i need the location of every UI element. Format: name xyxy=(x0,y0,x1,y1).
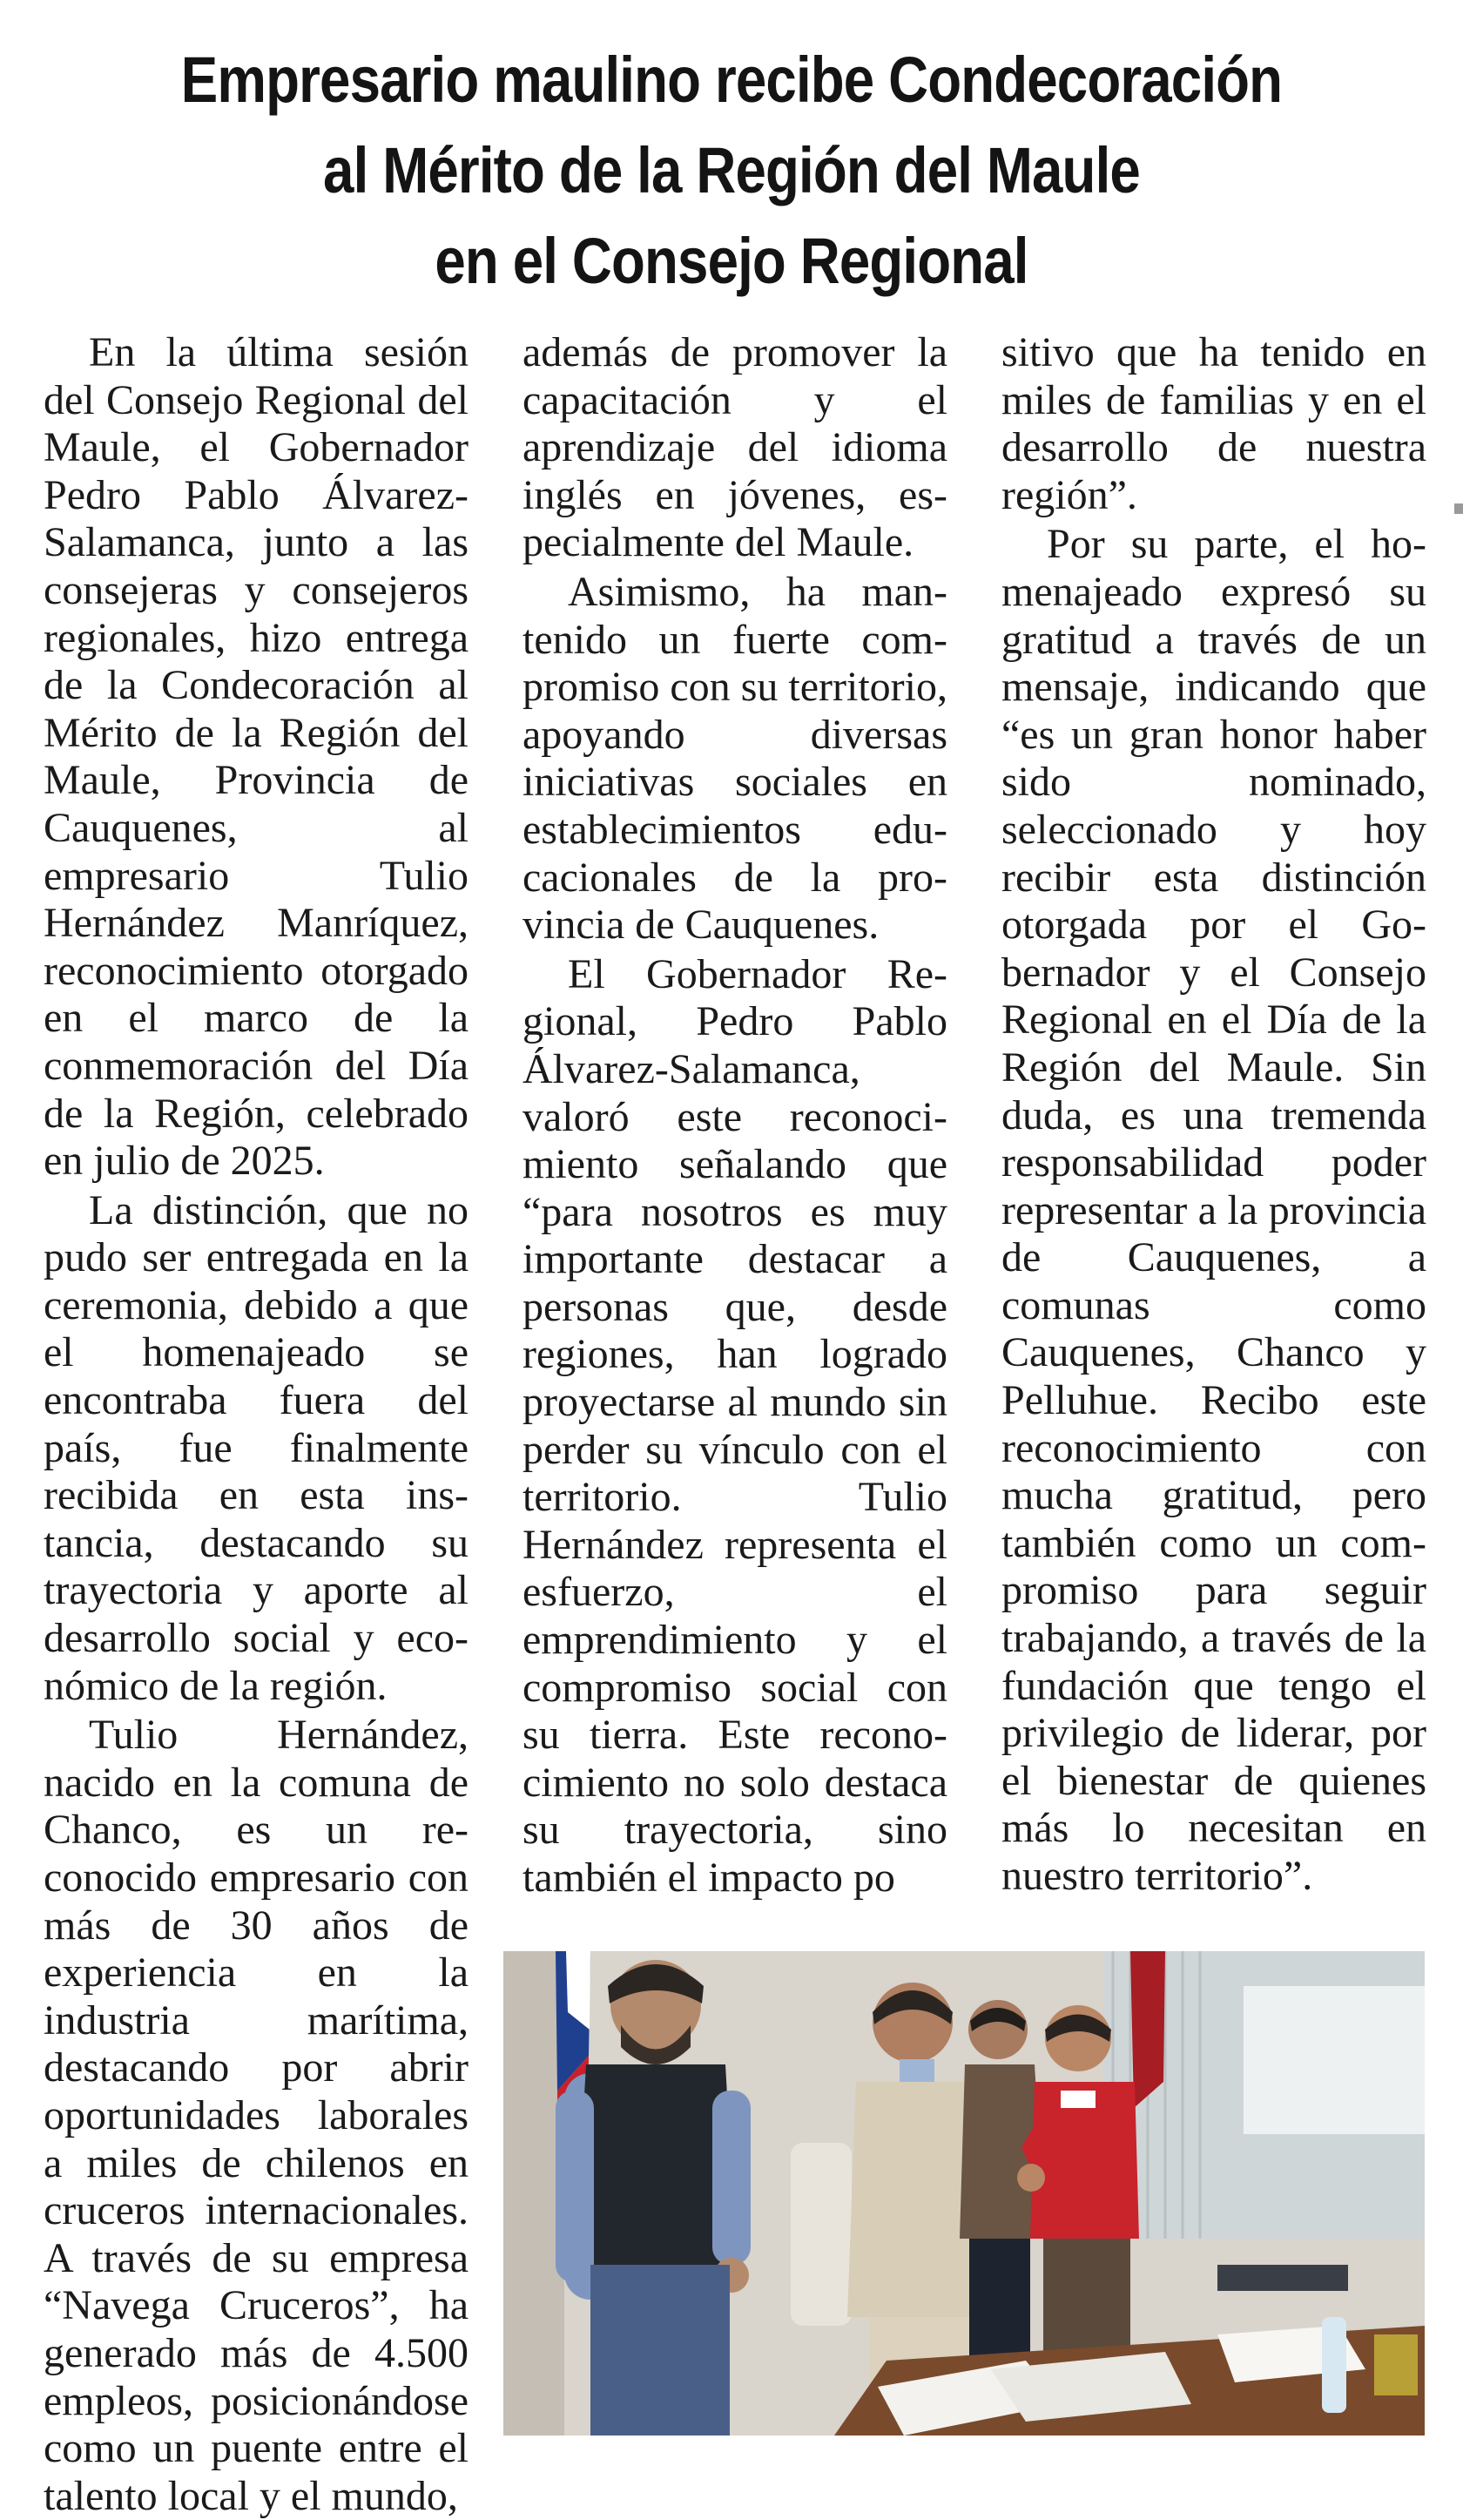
article-paragraph: La distinción, que no pudo ser entregada en la ceremonia, debido a que el homenajeado se encontraba fuera del país, fue finalmente recibida en esta instancia, destacando su trayectoria y aporte al desarrollo social y económico de la región. xyxy=(44,1186,469,1709)
article-column-3 xyxy=(1001,329,1426,1932)
article-paragraph: En la última sesión del Consejo Regional del Maule, el Gobernador Pedro Pablo Álvarez-Salamanca, junto a las consejeras y consejeros regionales, hizo entrega de la Condecoración al Mérito de la Región del Maule, Provincia de Cauquenes, al empresario Tulio Hernández Manríquez, reconocimiento otorgado en el marco de la conmemoración del Día de la Región, celebrado en julio de 2025. xyxy=(44,329,469,1185)
page-edge-mark xyxy=(1454,503,1463,514)
article-column-1 xyxy=(44,329,469,2519)
article-paragraph: Por su parte, el homenajeado expresó su gratitud a través de un mensaje, indicando que “es un gran honor haber sido nominado, seleccionado y hoy recibir esta distinción otorgada por el Gobernador y el Consejo Regional en el Día de la Región del Maule. Sin duda, es una tremenda responsabilidad poder representar a la provincia de Cauquenes, a comunas como Cauquenes, Chanco y Pelluhue. Recibo este reconocimiento con mucha gratitud, pero también como un compromiso para seguir trabajando, a través de la fundación que tengo el privilegio de liderar, por el bienestar de quienes más lo necesitan en nuestro territorio”. xyxy=(1001,521,1426,1899)
article-paragraph: además de promover la capacitación y el aprendizaje del idioma inglés en jóvenes, especialmente del Maule. xyxy=(522,329,947,566)
article-column-2 xyxy=(522,329,947,1932)
article-paragraph: Asimismo, ha mantenido un fuerte compromiso con su territorio, apoyando diversas iniciativas sociales en establecimientos educacionales de la provincia de Cauquenes. xyxy=(522,568,947,949)
article-paragraph: sitivo que ha tenido en miles de familias y en el desarrollo de nuestra región”. xyxy=(1001,329,1426,518)
award-ceremony-photo xyxy=(503,1951,1425,2436)
article-photo xyxy=(503,1951,1425,2436)
headline xyxy=(132,35,1331,307)
headline-line-3: en el Consejo Regional xyxy=(435,225,1028,297)
article-paragraph: El Gobernador Regional, Pedro Pablo Álvarez-Salamanca, valoró este reconocimiento señalando que “para nosotros es muy importante destacar a personas que, desde regiones, han logrado proyectarse al mundo sin perder su vínculo con el territorio. Tulio Hernández representa el esfuerzo, el emprendimiento y el compromiso social con su tierra. Este reconocimiento no solo destaca su trayectoria, sino también el impacto po xyxy=(522,950,947,1901)
headline-line-1: Empresario maulino recibe Condecoración xyxy=(180,44,1283,116)
article-paragraph: Tulio Hernández, nacido en la comuna de Chanco, es un reconocido empresario con más de 30 años de experiencia en la industria marítima, destacando por abrir oportunidades laborales a miles de chilenos en cruceros internacionales. A través de su empresa “Navega Cruceros”, ha generado más de 4.500 empleos, posicionándose como un puente entre el talento local y el mundo, xyxy=(44,1712,469,2519)
headline-line-2: al Mérito de la Región del Maule xyxy=(323,134,1140,206)
